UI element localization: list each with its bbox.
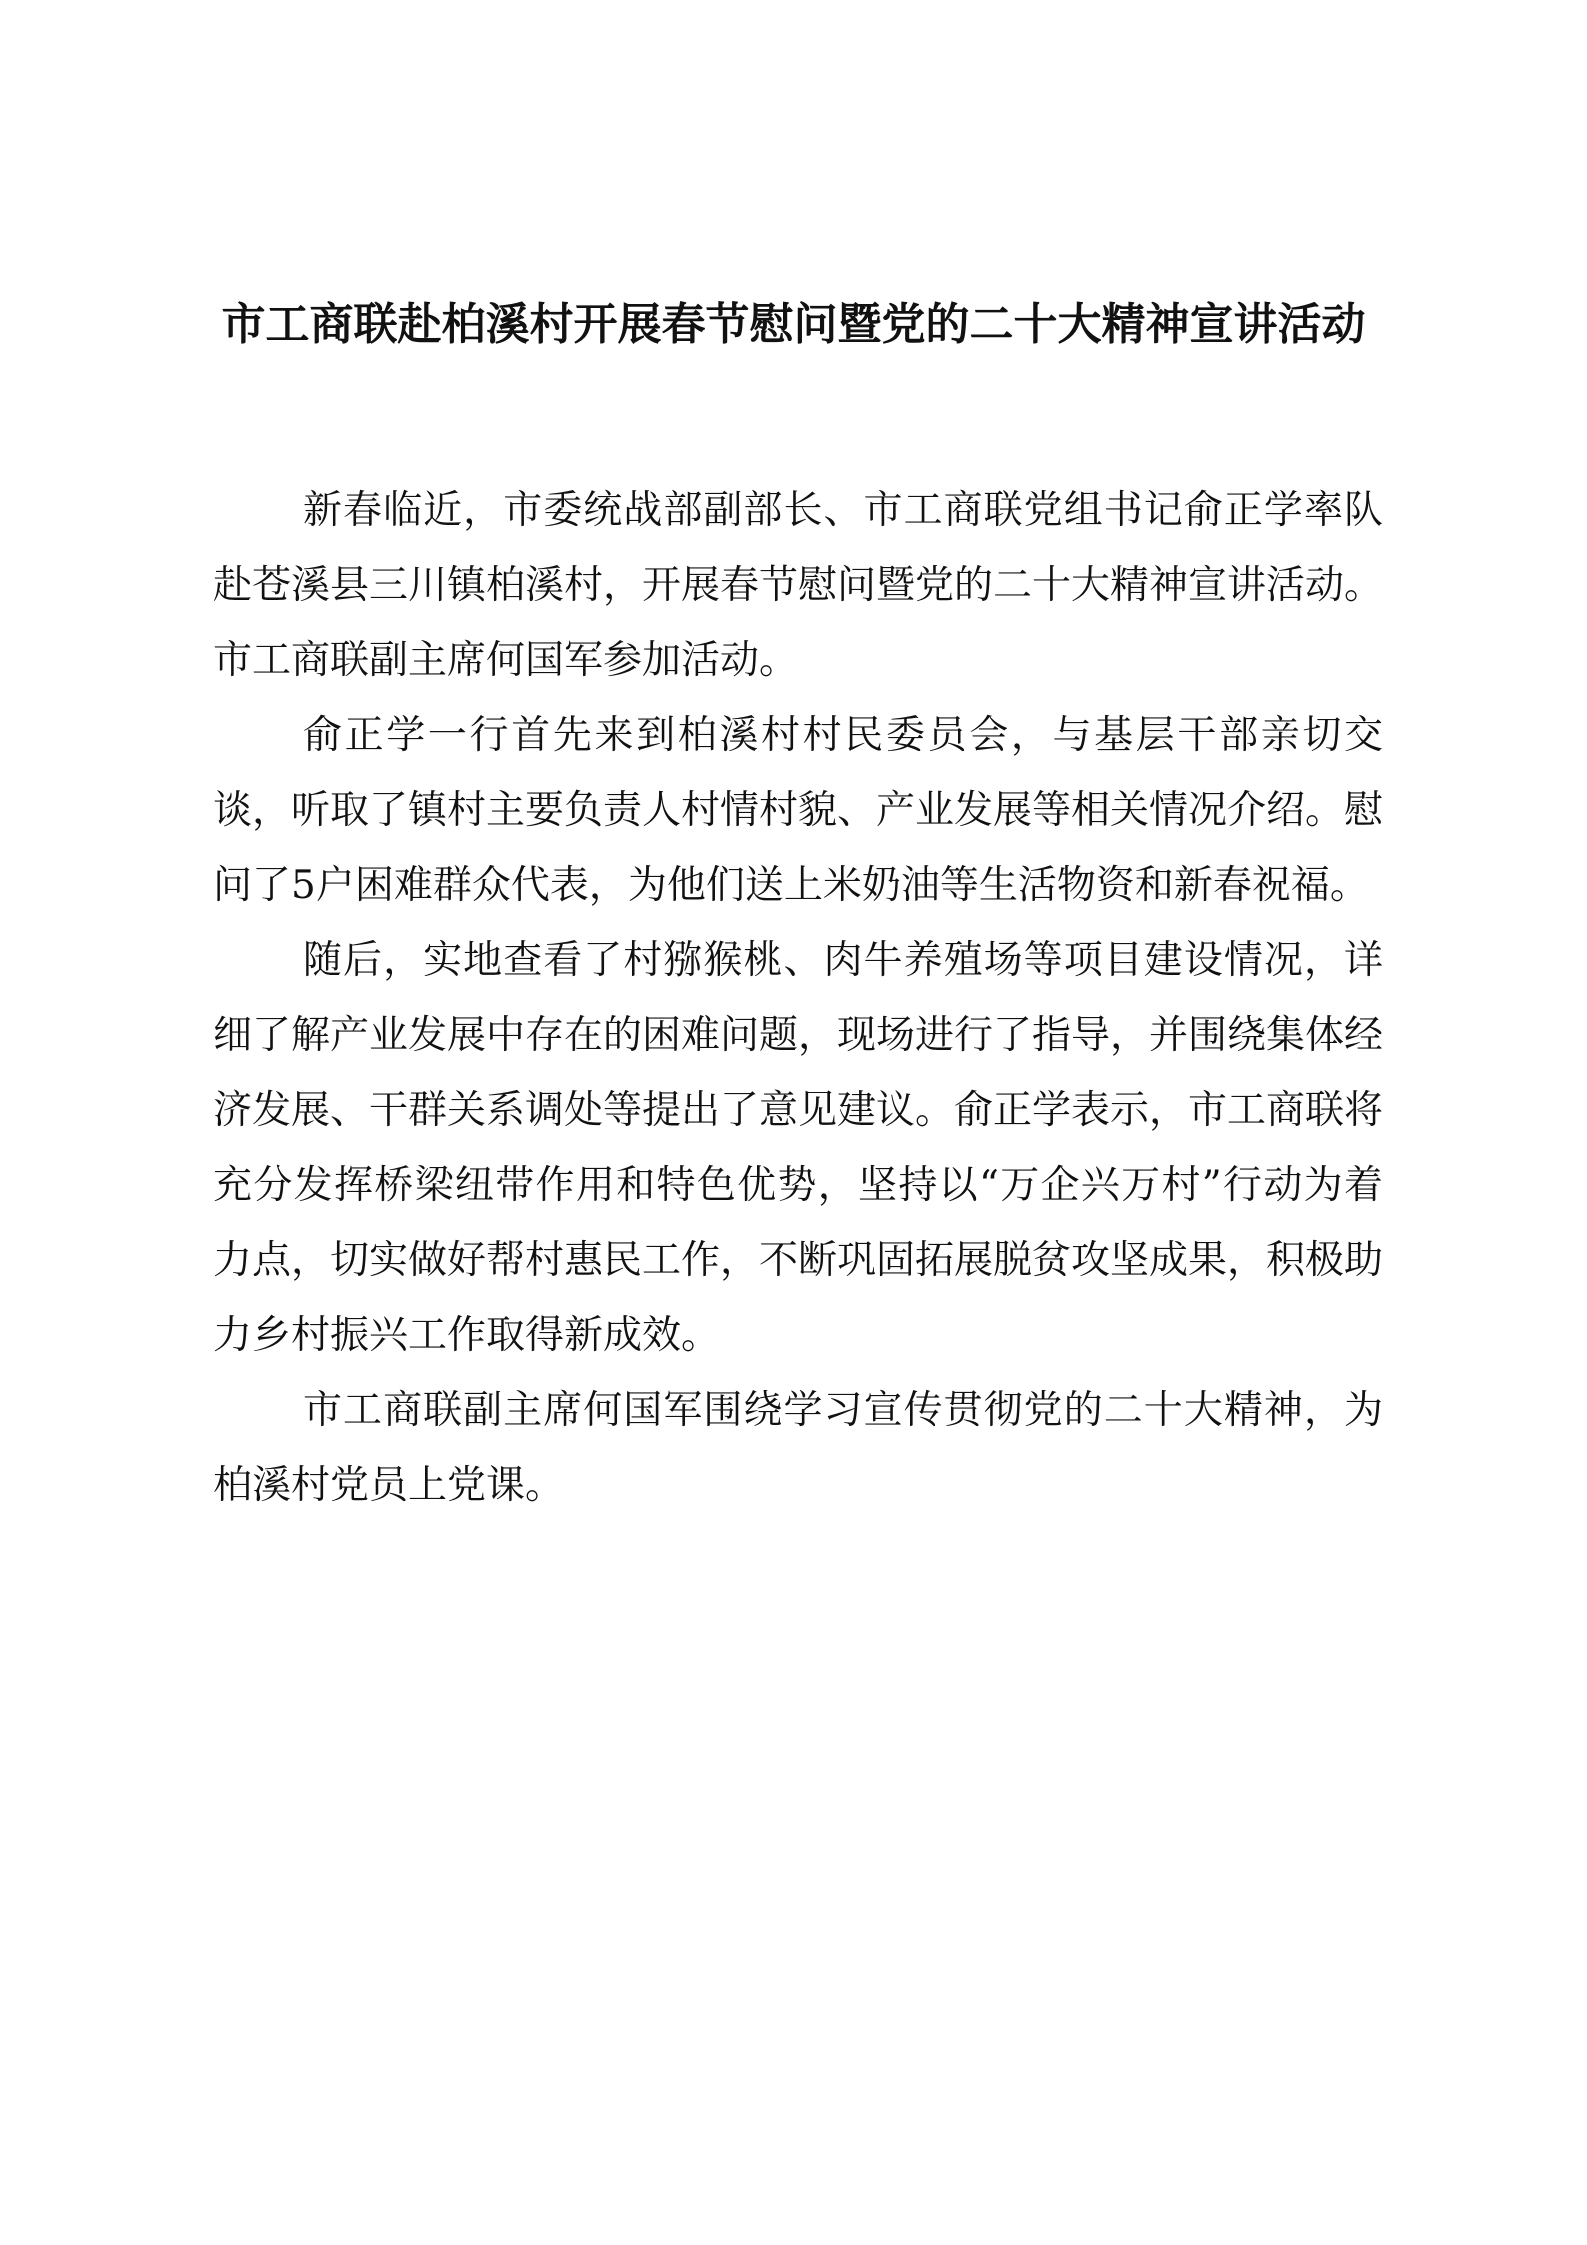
paragraph-1: 新春临近，市委统战部副部长、市工商联党组书记俞正学率队赴苍溪县三川镇柏溪村，开展春节慰问暨党的二十大精神宣讲活动。市工商联副主席何国军参加活动。 [213, 488, 1384, 683]
paragraph-2: 俞正学一行首先来到柏溪村村民委员会，与基层干部亲切交谈，听取了镇村主要负责人村情村貌、产业发展等相关情况介绍。慰问了5户困难群众代表，为他们送上米奶油等生活物资和新春祝福。 [213, 713, 1384, 908]
paragraph-4: 市工商联副主席何国军围绕学习宣传贯彻党的二十大精神，为柏溪村党员上党课。 [213, 1388, 1383, 1508]
document-body [213, 473, 1383, 1523]
paragraph-3: 随后，实地查看了村猕猴桃、肉牛养殖场等项目建设情况，详细了解产业发展中存在的困难问题，现场进行了指导，并围绕集体经济发展、干群关系调处等提出了意见建议。俞正学表示，市工商联将充分发挥桥梁纽带作用和特色优势，坚持以“万企兴万村”行动为着力点，切实做好帮村惠民工作，不断巩固拓展脱贫攻坚成果，积极助力乡村振兴工作取得新成效。 [213, 938, 1384, 1358]
document-title: 市工商联赴柏溪村开展春节慰问暨党的二十大精神宣讲活动 [221, 299, 1366, 350]
